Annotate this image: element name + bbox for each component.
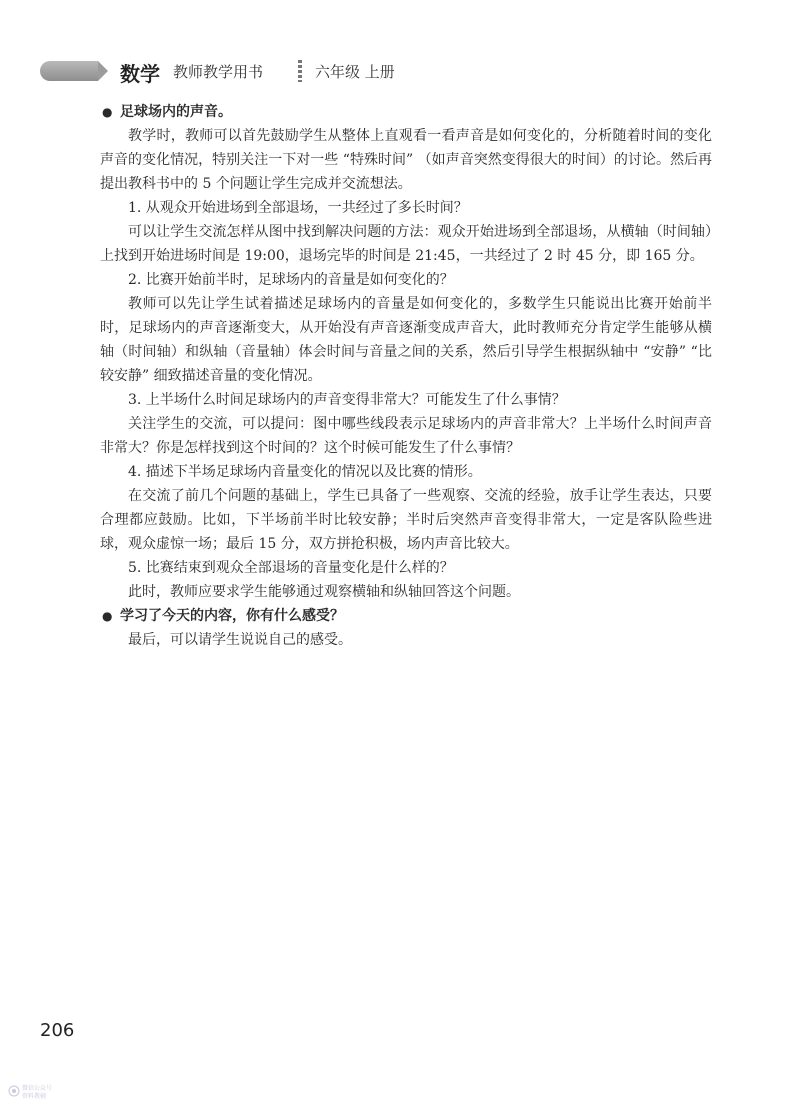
question-4: 4. 描述下半场足球场内音量变化的情况以及比赛的情形。: [128, 464, 482, 480]
paragraph-intro: 教学时，教师可以首先鼓励学生从整体上直观看一看声音是如何变化的，分析随着时间的变化声音的变化情况，特别关注一下对一些 “特殊时间” （如声音突然变得很大的时间）的讨论。然后再提出教科书中的 5 个问题让学生完成并交流想法。: [100, 128, 712, 192]
watermark-line-1: 微信公众号: [22, 1085, 53, 1092]
heading-text: 足球场内的声音。: [120, 104, 232, 120]
watermark-line-2: 资料教辅: [22, 1093, 47, 1100]
header-subject: 数学: [120, 62, 160, 86]
main-content: [100, 100, 712, 652]
question-3: 3. 上半场什么时间足球场内的声音变得非常大？可能发生了什么事情？: [128, 392, 566, 408]
section-heading-stadium-sound: [100, 100, 712, 124]
page-header: [40, 56, 440, 86]
answer-2: 教师可以先让学生试着描述足球场内的音量是如何变化的，多数学生只能说出比赛开始前半时，足球场内的声音逐渐变大，从开始没有声音逐渐变成声音大，此时教师充分肯定学生能够从横轴（时间轴）和纵轴（音量轴）体会时间与音量之间的关系，然后引导学生根据纵轴中 “安静” “比较安静” 细致描述音量的变化情况。: [100, 296, 712, 384]
answer-5: 此时，教师应要求学生能够通过观察横轴和纵轴回答这个问题。: [128, 584, 520, 600]
page-number: 206: [40, 1020, 75, 1041]
header-tab-bar: [40, 61, 98, 81]
question-2: 2. 比赛开始前半时，足球场内的音量是如何变化的？: [128, 272, 454, 288]
question-5: 5. 比赛结束到观众全部退场的音量变化是什么样的？: [128, 560, 454, 576]
answer-1: 可以让学生交流怎样从图中找到解决问题的方法：观众开始进场到全部退场，从横轴（时间轴）上找到开始进场时间是 19:00，退场完毕的时间是 21:45，一共经过了 2 时 45 分，即 165 分。: [100, 224, 712, 264]
heading-text: 学习了今天的内容，你有什么感受？: [120, 608, 344, 624]
section-heading-feelings: [100, 604, 712, 628]
bullet-icon: ●: [102, 609, 113, 623]
header-divider: [298, 60, 302, 82]
header-book-title: 教师教学用书: [173, 63, 264, 81]
answer-3: 关注学生的交流，可以提问：图中哪些线段表示足球场内的声音非常大？上半场什么时间声音非常大？你是怎样找到这个时间的？这个时候可能发生了什么事情？: [100, 416, 712, 456]
answer-4: 在交流了前几个问题的基础上，学生已具备了一些观察、交流的经验，放手让学生表达，只要合理都应鼓励。比如，下半场前半时比较安静；半时后突然声音变得非常大，一定是客队险些进球，观众虚惊一场；最后 15 分，双方拼抢积极，场内声音比较大。: [100, 488, 712, 552]
watermark-text: [22, 1085, 52, 1101]
bullet-icon: ●: [102, 105, 113, 119]
watermark: [8, 1083, 68, 1107]
header-grade: 六年级 上册: [315, 63, 395, 81]
watermark-logo-icon: [8, 1085, 20, 1097]
question-1: 1. 从观众开始进场到全部退场，一共经过了多长时间？: [128, 200, 468, 216]
paragraph-closing: 最后，可以请学生说说自己的感受。: [128, 632, 352, 648]
